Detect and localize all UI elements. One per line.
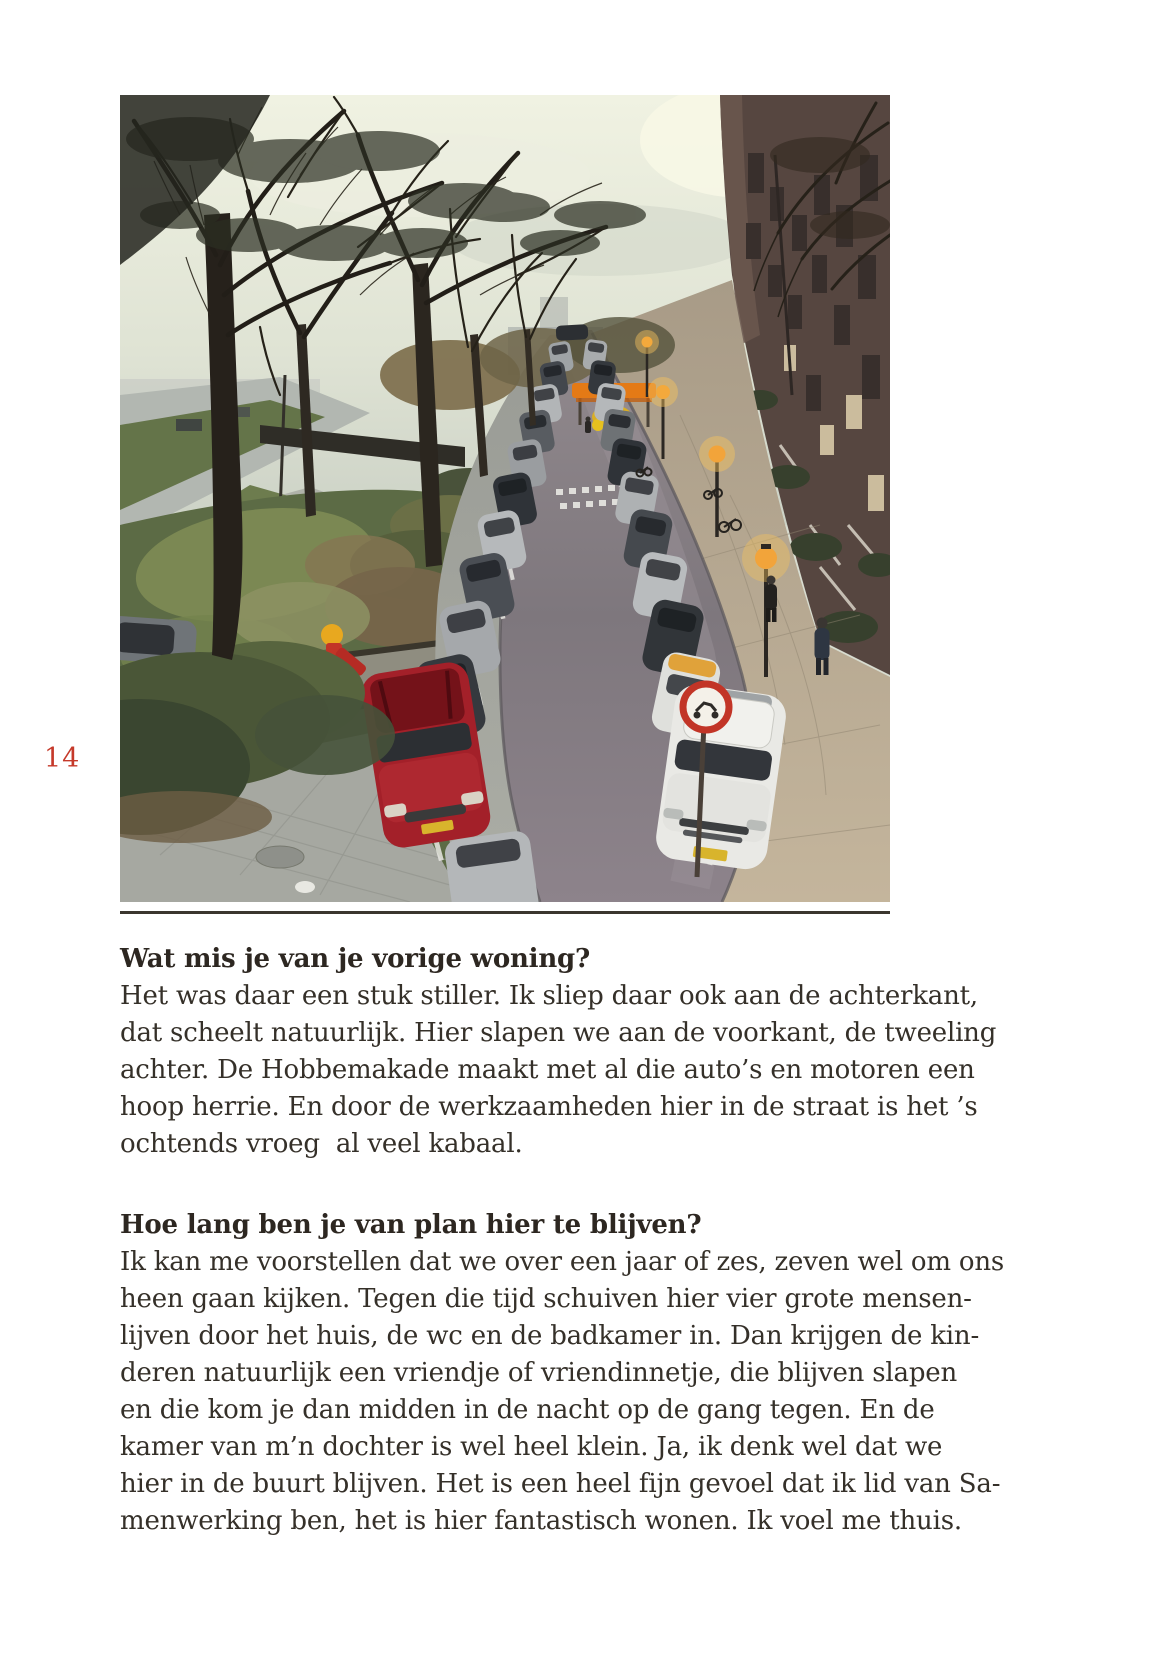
answer-line: ochtends vroeg al veel kabaal. [120, 1129, 523, 1159]
answer-line: hoop herrie. En door de werkzaamheden hier in de straat is het ’s [120, 1092, 978, 1122]
answer-line: lijven door het huis, de wc en de badkamer in. Dan krijgen de kin- [120, 1321, 980, 1351]
answer-line: en die kom je dan midden in de nacht op de gang tegen. En de [120, 1395, 935, 1425]
answer-line: hier in de buurt blijven. Het is een heel fijn gevoel dat ik lid van Sa- [120, 1469, 1001, 1499]
answer-paragraph [120, 978, 1080, 1163]
question-heading: Hoe lang ben je van plan hier te blijven? [120, 1210, 702, 1240]
question-heading: Wat mis je van je vorige woning? [120, 944, 591, 974]
paragraph-gap [120, 1163, 1080, 1207]
street-photo [120, 95, 890, 902]
no-moped-sign-icon [683, 684, 729, 730]
answer-line: deren natuurlijk een vriendje of vriendinnetje, die blijven slapen [120, 1358, 958, 1388]
answer-line: menwerking ben, het is hier fantastisch wonen. Ik voel me thuis. [120, 1506, 962, 1536]
answer-paragraph [120, 1244, 1080, 1540]
answer-line: heen gaan kijken. Tegen die tijd schuiven hier vier grote mensen- [120, 1284, 972, 1314]
page-number: 14 [44, 743, 81, 774]
answer-line: kamer van m’n dochter is wel heel klein. Ja, ik denk wel dat we [120, 1432, 943, 1462]
article-text [120, 941, 1080, 1540]
answer-line: dat scheelt natuurlijk. Hier slapen we aan de voorkant, de tweeling [120, 1018, 997, 1048]
street-photo-svg [120, 95, 890, 902]
photo-rule [120, 911, 890, 914]
answer-line: Het was daar een stuk stiller. Ik sliep daar ook aan de achterkant, [120, 981, 978, 1011]
answer-line: achter. De Hobbemakade maakt met al die auto’s en motoren een [120, 1055, 975, 1085]
answer-line: Ik kan me voorstellen dat we over een jaar of zes, zeven wel om ons [120, 1247, 1005, 1277]
